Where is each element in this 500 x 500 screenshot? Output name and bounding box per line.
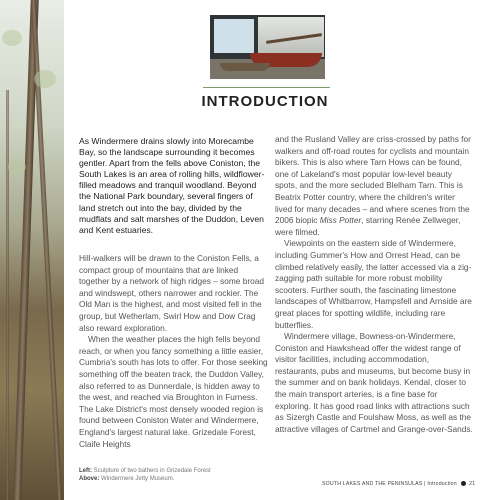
- film-title: Miss Potter: [319, 215, 362, 226]
- footer-section: SOUTH LAKES AND THE PENINSULAS: [322, 481, 423, 487]
- page-title: INTRODUCTION: [201, 93, 329, 110]
- body-paragraph: Viewpoints on the eastern side of Windermere, including Gummer's How and Orrest Head, can be climbed relatively easily, the latter accessed via a zig-zagging path suitable for more robust mobility scooters. Further south, the fascinating limestone landscapes of Whitbarrow, Hampsfell and Arnside are great places for spotting wildlife, including rare butterflies.: [275, 238, 472, 330]
- body-paragraph: When the weather places the high fells beyond reach, or when you fancy something a little easier, Cumbria's south has lots to offer. For those seeking something off the beaten track, the Duddon Valley, also referred to as Dunnerdale, is hidden away to the west, and reached via Broughton in Furness. The Lake District's most densely wooded region is found between Coniston Water and Windermere, England's largest natural lake. Grizedale Forest, Claife Heights: [79, 334, 268, 449]
- caption-left: [79, 467, 279, 475]
- body-paragraph: Windermere village, Bowness-on-Windermere, Coniston and Hawkshead offer the widest range of visitor facilities, including accommodation, restaurants, pubs and museums, but become busy in the summer and on bank holidays. Kendal, closer to the main transport arteries, is a fine base for exploring. It has good road links with attractions such as Sizergh Castle and Foulshaw Moss, as well as the attractive villages of Cartmel and Grange-over-Sands.: [275, 331, 473, 434]
- boat-hull: [220, 63, 270, 71]
- tree-trunk: [6, 90, 9, 500]
- page-number: 21: [469, 481, 476, 487]
- body-column-left: [79, 253, 269, 450]
- body-paragraph: [275, 134, 473, 238]
- caption-label: Left:: [79, 468, 92, 474]
- body-paragraph: Hill-walkers will be drawn to the Coniston Fells, a compact group of mountains that are linked together by a network of high ridges – some broad and windswept, others narrower and rockier. The Old Man is the highest, and most visited fell in the group, but Wetherlam, Swirl How and Dow Crag also reward exploration.: [79, 253, 264, 333]
- footer-chapter: Introduction: [427, 481, 457, 487]
- body-text: and the Rusland Valley are criss-crossed by paths for walkers and off-road routes for cyclists and mountain bikers. This is also where Tarn Hows can be found, one of Lakeland's most popular low-level beauty spots, and the more secluded Blelham Tarn. This is Beatrix Potter country, where the children's writer lived for many decades – and where scenes from the 2006 biopic: [275, 134, 471, 226]
- photo-window: [214, 19, 254, 53]
- caption-label: Above:: [79, 476, 100, 482]
- caption-text: Sculpture of two bathers in Grizedale Forest: [92, 468, 211, 474]
- foliage: [2, 30, 22, 46]
- photo-captions: [79, 467, 279, 483]
- jetty-museum-photo: [210, 15, 325, 79]
- page-footer: [322, 481, 492, 487]
- body-text: , starring Renée Zellweger, were filmed.: [275, 215, 461, 237]
- foliage: [34, 70, 56, 88]
- woodland-photo: [0, 0, 64, 500]
- body-column-right: [275, 134, 473, 435]
- footer-separator: |: [424, 481, 426, 487]
- caption-text: Windermere Jetty Museum.: [99, 476, 175, 482]
- caption-above: [79, 475, 279, 483]
- bullet-icon: [461, 481, 466, 486]
- intro-paragraph: As Windermere drains slowly into Morecambe Bay, so the landscape surrounding it becomes gentler. Apart from the fells above Coniston, the South Lakes is an area of rolling hills, wildflower-filled meadows and tranquil woodland. Beyond the National Park boundary, several fingers of land stretch out into the bay, divided by the mudflats and salt marshes of the Duddon, Leven and Kent estuaries.: [79, 136, 265, 235]
- title-rule: [203, 87, 330, 88]
- foliage: [8, 160, 26, 174]
